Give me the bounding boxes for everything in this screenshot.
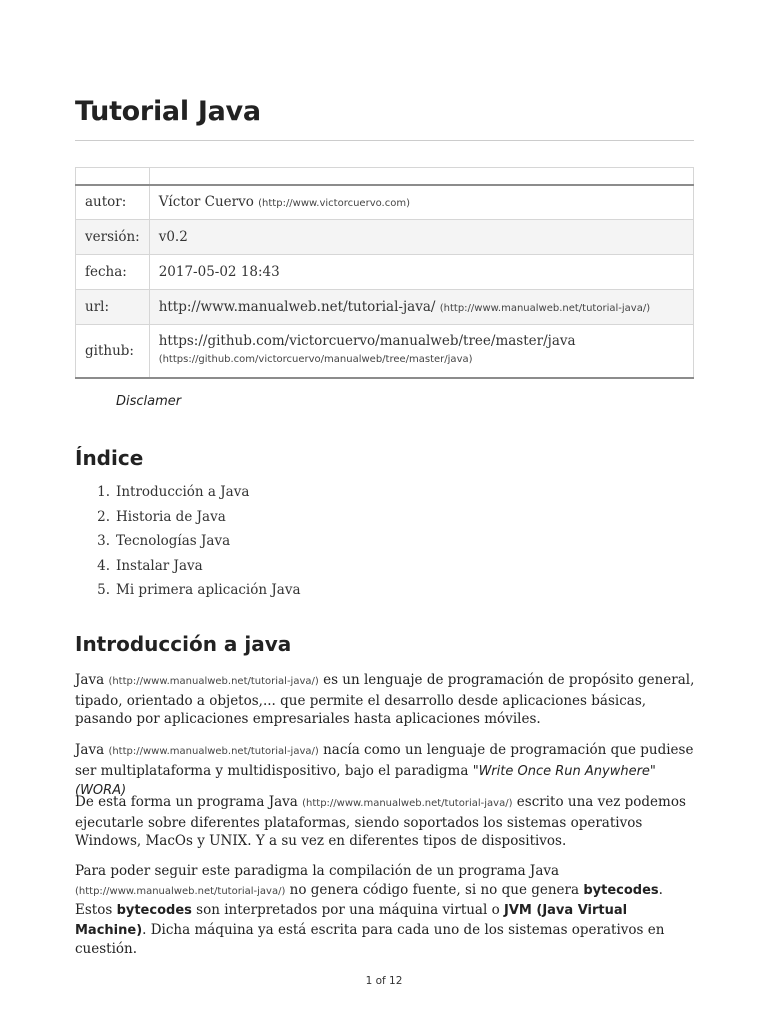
- table-value: [149, 290, 693, 325]
- index-item[interactable]: [75, 556, 301, 581]
- bytecodes-term: bytecodes: [583, 882, 659, 898]
- index-item-number: 5.: [97, 582, 110, 599]
- table-key: url:: [76, 290, 150, 325]
- java-link[interactable]: (http://www.manualweb.net/tutorial-java/): [108, 676, 319, 687]
- intro-paragraph-2: [75, 741, 697, 801]
- paragraph-text: no genera código fuente, si no que genera: [285, 881, 584, 898]
- table-header-cell: [76, 168, 150, 185]
- table-value: [149, 325, 693, 378]
- jvm-term: JVM (Java Virtual Machine): [75, 903, 628, 938]
- page-number: 1 of 12: [365, 975, 403, 987]
- table-key: versión:: [76, 220, 150, 255]
- index-list: [75, 482, 301, 605]
- paragraph-text: . Estos: [75, 881, 663, 918]
- wora-emphasis: "Write Once Run Anywhere" (WORA): [75, 763, 656, 798]
- intro-paragraph-4: [75, 862, 697, 959]
- paragraph-text: Para poder seguir este paradigma la compilación de un programa Java: [75, 863, 560, 879]
- java-term: Java: [75, 742, 105, 758]
- url-link-note: (http://www.manualweb.net/tutorial-java/): [439, 303, 651, 314]
- table-value: 2017-05-02 18:43: [149, 255, 693, 290]
- paragraph-text: es un lenguaje de programación de propósito general, tipado, orientado a objetos,... que permite el desarrollo desde aplicaciones básicas, pasando por aplicaciones empresariales hasta aplicaciones móviles.: [75, 672, 695, 727]
- intro-heading: Introducción a java: [75, 632, 292, 656]
- table-header-cell: [149, 168, 693, 185]
- page-title: Tutorial Java: [75, 96, 261, 127]
- java-link[interactable]: (http://www.manualweb.net/tutorial-java/): [302, 798, 513, 809]
- table-row-github: [76, 325, 694, 378]
- table-row-autor: [76, 185, 694, 220]
- disclamer-text: Disclamer: [116, 394, 182, 409]
- index-heading: Índice: [75, 446, 144, 470]
- index-item-number: 3.: [97, 533, 110, 550]
- index-item[interactable]: [75, 531, 301, 556]
- table-key: autor:: [76, 185, 150, 220]
- bytecodes-term: bytecodes: [116, 903, 192, 918]
- index-item-number: 4.: [97, 557, 110, 574]
- index-item-label[interactable]: Instalar Java: [116, 557, 203, 574]
- table-header-row: [76, 168, 694, 185]
- table-key: github:: [76, 325, 150, 378]
- paragraph-text: De esta forma un programa Java: [75, 794, 303, 810]
- intro-paragraph-3: [75, 793, 697, 851]
- title-divider: [75, 140, 694, 141]
- index-item[interactable]: [75, 482, 301, 507]
- paragraph-text: son interpretados por una máquina virtual o: [191, 902, 505, 918]
- index-item-label[interactable]: Mi primera aplicación Java: [116, 582, 301, 599]
- author-name: Víctor Cuervo: [158, 194, 254, 211]
- url-link[interactable]: http://www.manualweb.net/tutorial-java/: [158, 299, 436, 315]
- github-link-note: (https://github.com/victorcuervo/manualweb/tree/master/java): [158, 354, 473, 366]
- table-row-version: [76, 220, 694, 255]
- index-item[interactable]: [75, 580, 301, 605]
- java-link[interactable]: (http://www.manualweb.net/tutorial-java/): [75, 885, 286, 897]
- author-link[interactable]: (http://www.victorcuervo.com): [258, 198, 410, 210]
- paragraph-text: nacía como un lenguaje de programación que pudiese ser multiplataforma y multidispositivo, bajo el paradigma: [75, 742, 694, 779]
- index-item-label[interactable]: Historia de Java: [116, 508, 226, 525]
- intro-paragraph-1: [75, 671, 697, 729]
- paragraph-text: escrito una vez podemos ejecutarle sobre diferentes plataformas, siendo soportados los sistemas operativos Windows, MacOs y UNIX. Y a su vez en diferentes tipos de dispositivos.: [75, 794, 686, 849]
- table-key: fecha:: [76, 255, 150, 290]
- index-item-number: 1.: [97, 484, 110, 500]
- table-value: v0.2: [149, 220, 693, 255]
- index-item-label[interactable]: Introducción a Java: [116, 484, 250, 500]
- table-row-url: [76, 290, 694, 325]
- github-link[interactable]: https://github.com/victorcuervo/manualweb/tree/master/java: [158, 333, 576, 350]
- java-link[interactable]: (http://www.manualweb.net/tutorial-java/): [108, 746, 319, 757]
- metadata-table: [75, 167, 694, 379]
- paragraph-text: . Dicha máquina ya está escrita para cada uno de los sistemas operativos en cuestión.: [75, 921, 665, 957]
- index-item[interactable]: [75, 507, 301, 532]
- index-item-number: 2.: [97, 508, 110, 525]
- index-item-label[interactable]: Tecnologías Java: [116, 533, 231, 550]
- table-row-fecha: [76, 255, 694, 290]
- table-value: [149, 185, 693, 220]
- java-term: Java: [75, 672, 105, 688]
